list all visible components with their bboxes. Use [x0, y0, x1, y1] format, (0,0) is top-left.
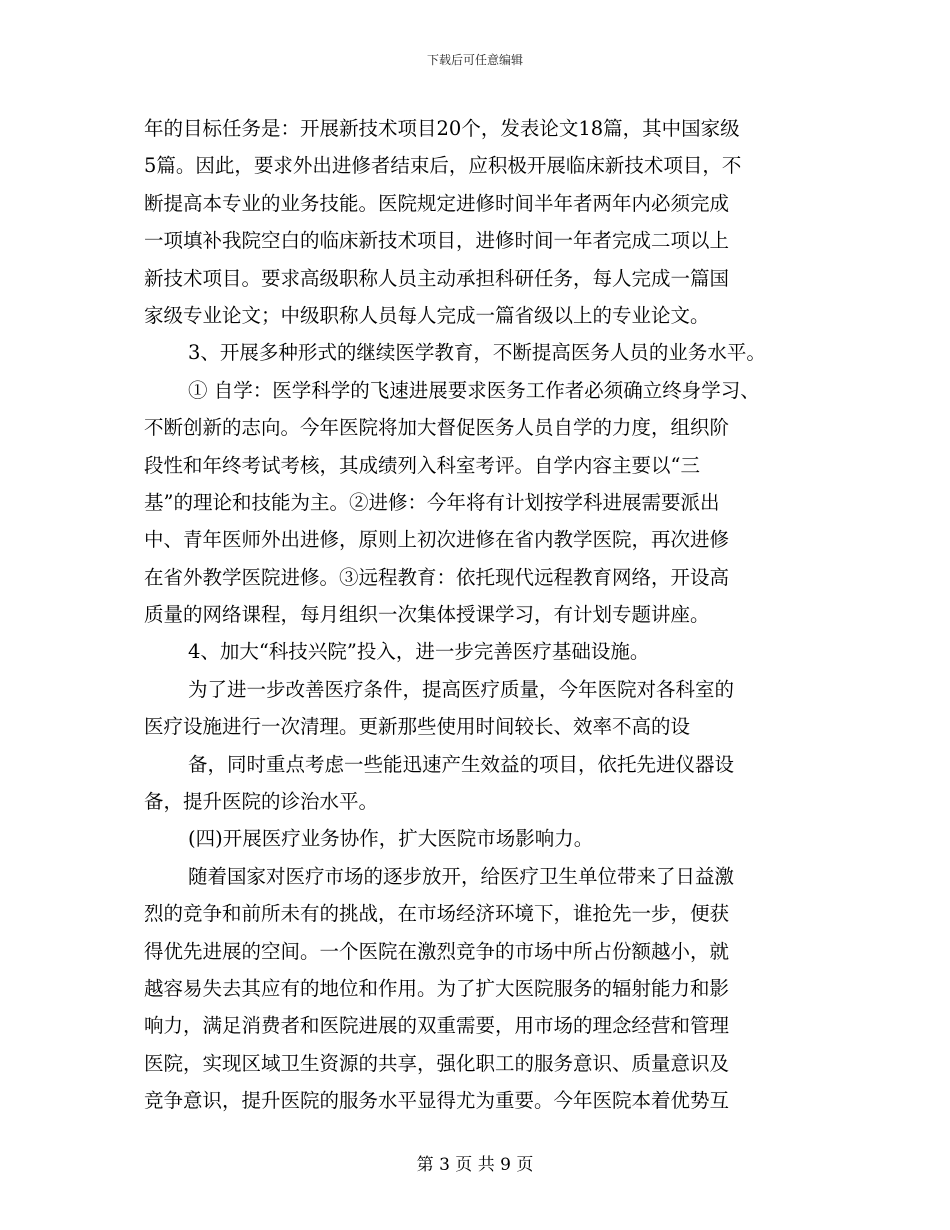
body-line: 新技术项目。要求高级职称人员主动承担科研任务，每人完成一篇国 — [144, 266, 730, 290]
body-line: 家级专业论文；中级职称人员每人完成一篇省级以上的专业论文。 — [144, 303, 710, 327]
body-line: 越容易失去其应有的地位和作用。为了扩大医院服务的辐射能力和影 — [144, 976, 730, 1000]
body-line: 备，同时重点考虑一些能迅速产生效益的项目，依托先进仪器设 — [188, 752, 735, 776]
body-line: 一项填补我院空白的临床新技术项目，进修时间一年者完成二项以上 — [144, 229, 730, 253]
body-line: 在省外教学医院进修。③远程教育：依托现代远程教育网络，开设高 — [144, 565, 730, 589]
body-line: 年的目标任务是：开展新技术项目20个，发表论文18篇，其中国家级 — [144, 117, 740, 140]
section-heading: 4、加大“科技兴院”投入，进一步完善医疗基础设施。 — [188, 640, 650, 664]
body-line: 断提高本专业的业务技能。医院规定进修时间半年者两年内必须完成 — [144, 191, 730, 215]
body-line: 段性和年终考试考核，其成绩列入科室考评。自学内容主要以“三 — [144, 453, 700, 477]
body-line: 医院，实现区域卫生资源的共享，强化职工的服务意识、质量意识及 — [144, 1051, 730, 1075]
section-heading: 3、开展多种形式的继续医学教育，不断提高医务人员的业务水平。 — [188, 341, 766, 365]
document-body — [144, 110, 824, 1120]
body-line: 中、青年医师外出进修，原则上初次进修在省内教学医院，再次进修 — [144, 528, 730, 552]
body-line: 随着国家对医疗市场的逐步放开，给医疗卫生单位带来了日益激 — [188, 864, 735, 888]
body-line: 得优先进展的空间。一个医院在激烈竞争的市场中所占份额越小，就 — [144, 939, 730, 963]
body-line: 5篇。因此，要求外出进修者结束后，应积极开展临床新技术项目，不 — [144, 154, 742, 178]
body-line: 为了进一步改善医疗条件，提高医疗质量，今年医院对各科室的 — [188, 677, 735, 701]
body-line: 烈的竞争和前所未有的挑战，在市场经济环境下，谁抢先一步，便获 — [144, 902, 730, 926]
body-line: ① 自学：医学科学的飞速进展要求医务工作者必须确立终身学习、 — [188, 378, 760, 402]
body-line: 备，提升医院的诊治水平。 — [144, 790, 379, 814]
body-line: 不断创新的志向。今年医院将加大督促医务人员自学的力度，组织阶 — [144, 416, 730, 440]
body-line: 响力，满足消费者和医院进展的双重需要，用市场的理念经营和管理 — [144, 1014, 730, 1038]
section-heading: (四)开展医疗业务协作，扩大医院市场影响力。 — [188, 827, 594, 851]
body-line: 竞争意识，提升医院的服务水平显得尤为重要。今年医院本着优势互 — [144, 1089, 730, 1113]
body-line: 基”的理论和技能为主。②进修：今年将有计划按学科进展需要派出 — [144, 490, 720, 514]
body-line: 质量的网络课程，每月组织一次集体授课学习，有计划专题讲座。 — [144, 603, 710, 627]
page-number: 第 3 页 共 9 页 — [416, 1155, 534, 1175]
body-line: 医疗设施进行一次清理。更新那些使用时间较长、效率不高的设 — [144, 715, 691, 739]
page-header: 下载后可任意编辑 — [426, 53, 523, 67]
